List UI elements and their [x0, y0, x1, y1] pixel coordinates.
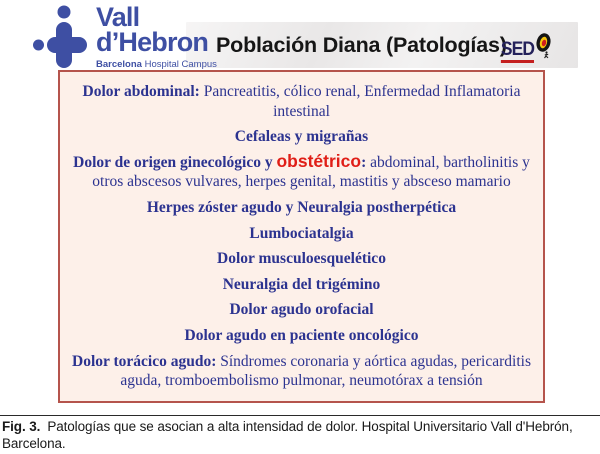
logo-line-1: Vall [96, 2, 140, 32]
pathology-item-lead: Dolor torácico agudo: [72, 352, 217, 370]
figure-caption [2, 419, 596, 453]
pathology-item [70, 352, 533, 391]
pathology-item-lead: Dolor de origen ginecológico y [73, 153, 277, 171]
pathology-panel [58, 70, 545, 403]
sed-logo-text: SED [501, 40, 534, 63]
pathology-item-lead: Cefaleas y migrañas [234, 128, 369, 146]
pathology-item-detail: abdominal, bartholinitis y otros abscesos vulvares, herpes genital, mastitis y absceso mamario [92, 153, 530, 191]
pathology-item [70, 275, 533, 295]
pathology-item [70, 82, 533, 121]
sed-target-icon [535, 33, 552, 59]
title-band [186, 22, 578, 68]
pathology-item [70, 150, 533, 192]
pathology-item [70, 326, 533, 346]
figure-label: Fig. 3. [2, 419, 41, 434]
vall-dhebron-cross-icon [33, 5, 91, 69]
logo-subtitle: Barcelona Hospital Campus [96, 58, 217, 70]
pathology-item-accent: obstétrico [276, 150, 362, 171]
pathology-item [70, 249, 533, 269]
pathology-item-detail: Pancreatitis, cólico renal, Enfermedad Inflamatoria intestinal [199, 82, 521, 120]
pathology-item-lead: Neuralgia del trigémino [222, 275, 381, 293]
vall-dhebron-wordmark [96, 2, 217, 70]
sed-logo [498, 40, 552, 63]
pathology-item [70, 198, 533, 218]
pathology-item-lead: Herpes zóster agudo y Neuralgia postherpética [146, 199, 457, 217]
slide-title: Población Diana (Patologías) [216, 32, 507, 57]
caption-divider [0, 415, 600, 416]
pathology-item-lead: Dolor agudo orofacial [229, 301, 374, 319]
pathology-item-lead: Dolor agudo en paciente oncológico [184, 327, 419, 345]
pathology-item-detail: Síndromes coronaria y aórtica agudas, pericarditis aguda, tromboembolismo pulmonar, neumotórax a tensión [120, 352, 531, 390]
vall-dhebron-logo [33, 2, 217, 70]
figure-caption-text: Patologías que se asocian a alta intensidad de dolor. Hospital Universitario Vall d'Hebrón, Barcelona. [2, 419, 573, 451]
logo-line-2: d’Hebron [96, 26, 209, 57]
sed-runner-icon [545, 51, 549, 58]
pathology-item [70, 300, 533, 320]
pathology-item-lead: Lumbociatalgia [249, 224, 354, 242]
pathology-item-lead: Dolor abdominal: [82, 82, 200, 100]
pathology-item-lead: Dolor musculoesquelético [217, 250, 386, 268]
pathology-item-lead: : [361, 153, 367, 171]
pathology-item [70, 224, 533, 244]
pathology-item [70, 127, 533, 147]
